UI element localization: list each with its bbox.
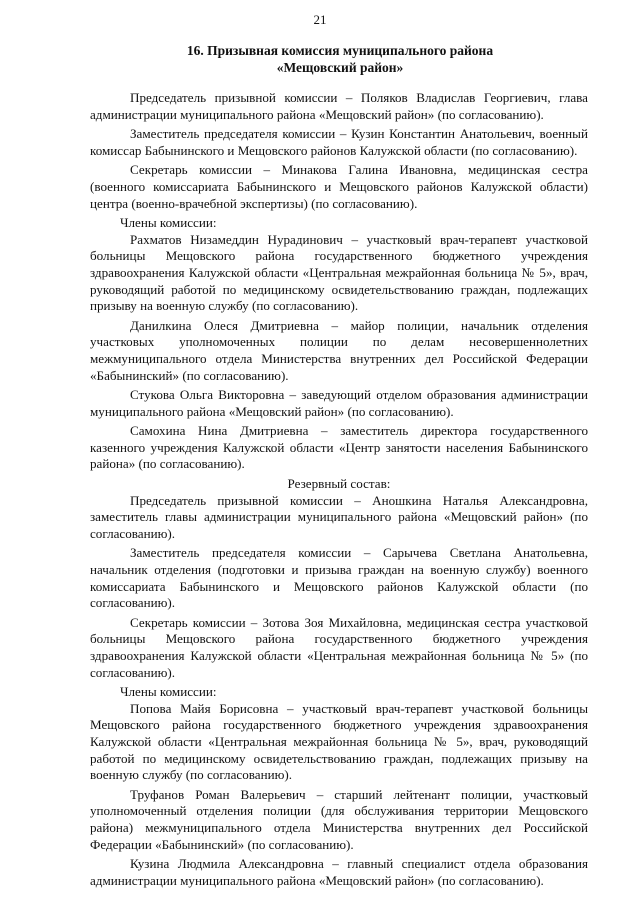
reserve-composition-heading: Резервный состав: bbox=[287, 476, 391, 492]
paragraph-reserve-member: Труфанов Роман Валерьевич – старший лейтенант полиции, участковый уполномоченный отделения полиции (для обслуживания территории Мещовского района) межмуниципального отдела Министерства внутренних дел Российской Федерации «Бабынинский» (по согласованию). bbox=[90, 786, 588, 852]
paragraph-member: Рахматов Низамеддин Нурадинович – участковый врач-терапевт участковой больницы Мещовского района государственного бюджетного учреждения здравоохранения Калужской области «Центральная межрайонная больница № 5», врач, руководящий работой по медицинскому освидетельствованию граждан, подлежащих призыву на военную службу (по согласованию). bbox=[90, 231, 588, 314]
reserve-members-label: Члены комиссии: bbox=[120, 684, 217, 700]
paragraph-member: Стукова Ольга Викторовна – заведующий отделом образования администрации муниципального района «Мещовский район» (по согласованию). bbox=[90, 387, 588, 419]
paragraph-reserve-deputy-chairman: Заместитель председателя комиссии – Сарычева Светлана Анатольевна, начальник отделения (подготовки и призыва граждан на военную службу) военного комиссариата Бабынинского и Мещовского районов Калужской области (по согласованию). bbox=[90, 545, 588, 611]
paragraph-secretary: Секретарь комиссии – Минакова Галина Ивановна, медицинская сестра (военного комиссариата Бабынинского и Мещовского районов Калужской области) центра (военно-врачебной экспертизы) (по согласованию). bbox=[90, 162, 588, 211]
paragraph-member: Самохина Нина Дмитриевна – заместитель директора государственного казенного учреждения Калужской области «Центр занятости населения Бабынинского района» (по согласованию). bbox=[90, 423, 588, 472]
section-title-line-2: «Мещовский район» bbox=[276, 60, 404, 75]
members-label: Члены комиссии: bbox=[120, 215, 217, 231]
paragraph-reserve-chairman: Председатель призывной комиссии – Аношкина Наталья Александровна, заместитель главы администрации муниципального района «Мещовский район» (по согласованию). bbox=[90, 492, 588, 541]
paragraph-reserve-secretary: Секретарь комиссии – Зотова Зоя Михайловна, медицинская сестра участковой больницы Мещовского района государственного бюджетного учреждения здравоохранения Калужской области «Центральная межрайонная больница № 5» (по согласованию). bbox=[90, 614, 588, 680]
paragraph-reserve-member: Кузина Людмила Александровна – главный специалист отдела образования администрации муниципального района «Мещовский район» (по согласованию). bbox=[90, 856, 588, 888]
section-title-line-1: 16. Призывная комиссия муниципального района bbox=[186, 43, 494, 58]
document-body bbox=[90, 90, 588, 892]
paragraph-chairman: Председатель призывной комиссии – Поляков Владислав Георгиевич, глава администрации муниципального района «Мещовский район» (по согласованию). bbox=[90, 90, 588, 122]
paragraph-member: Данилкина Олеся Дмитриевна – майор полиции, начальник отделения участковых уполномоченных полиции по делам несовершеннолетних межмуниципального отдела Министерства внутренних дел Российской Федерации «Бабынинский» (по согласованию). bbox=[90, 317, 588, 383]
page-number: 21 bbox=[313, 12, 327, 27]
paragraph-reserve-member: Попова Майя Борисовна – участковый врач-терапевт участковой больницы Мещовского района государственного бюджетного учреждения здравоохранения Калужской области «Центральная межрайонная больница № 5», врач, руководящий работой по медицинскому освидетельствованию граждан, подлежащих призыву на военную службу (по согласованию). bbox=[90, 700, 588, 783]
section-title bbox=[90, 42, 590, 76]
paragraph-deputy-chairman: Заместитель председателя комиссии – Кузин Константин Анатольевич, военный комиссар Бабынинского и Мещовского районов Калужской области (по согласованию). bbox=[90, 126, 588, 158]
